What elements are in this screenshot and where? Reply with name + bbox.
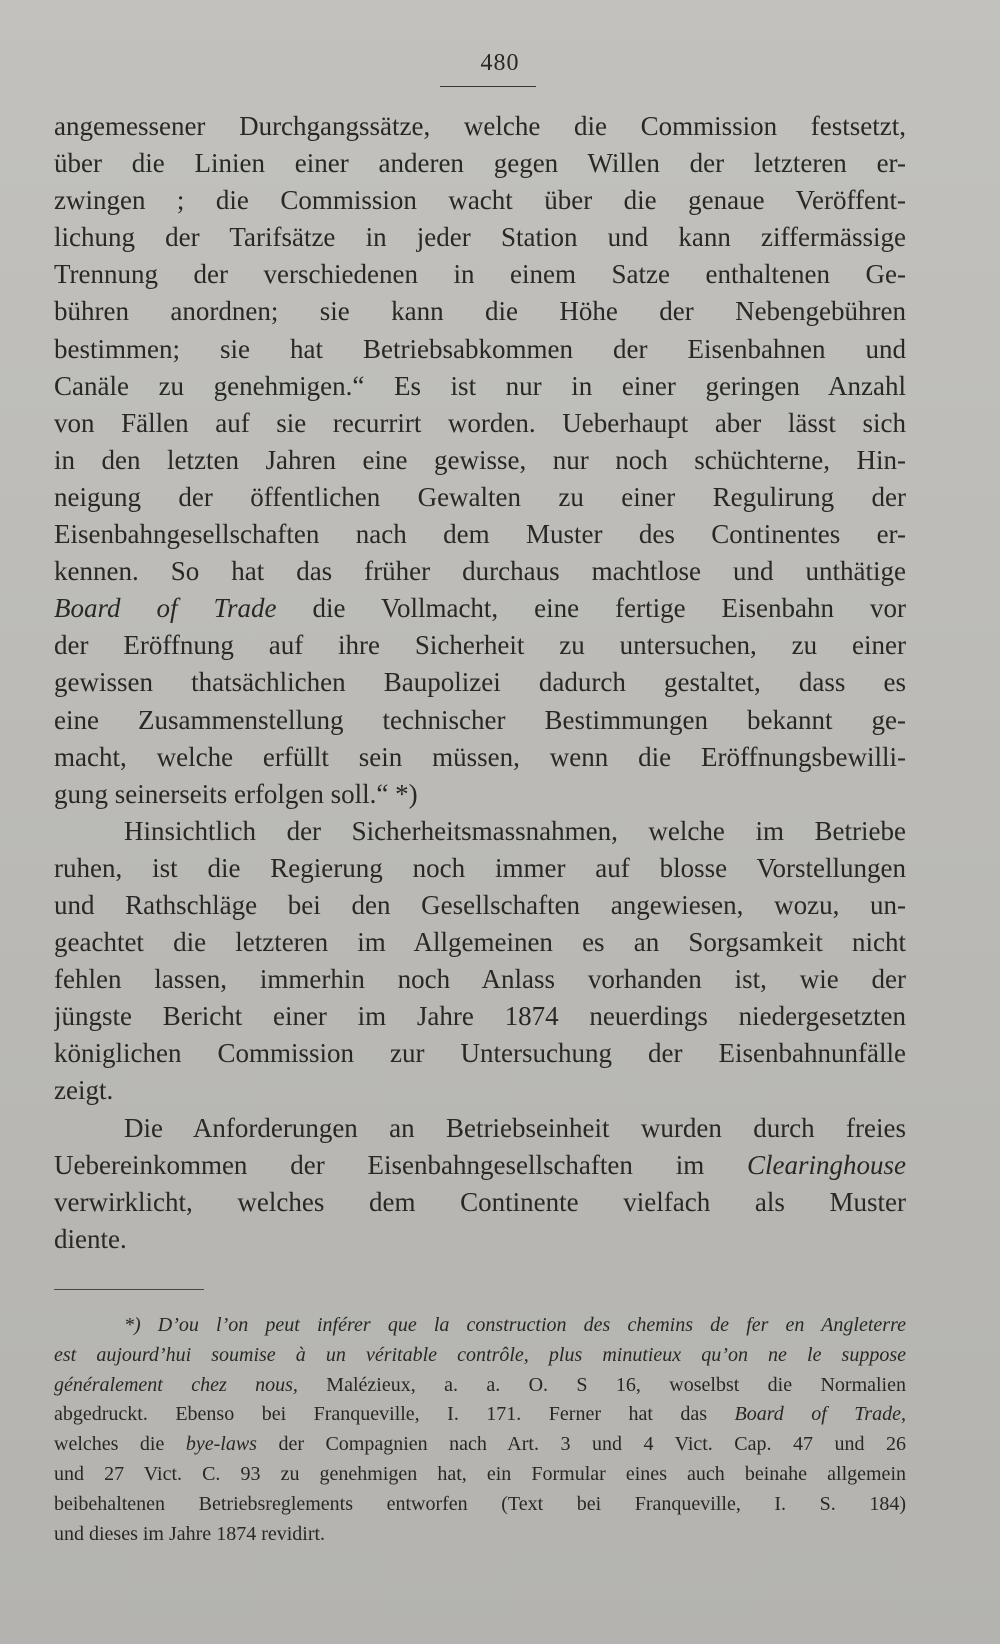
italic-term: bye-laws <box>185 1433 257 1456</box>
text-span: Uebereinkommen der Eisenbahngesellschaften im <box>54 1149 705 1180</box>
text-line: zeigt. <box>54 1075 114 1106</box>
text-line: Canäle zu genehmigen.“ Es ist nur in einer geringen Anzahl <box>54 370 906 401</box>
text-line: jüngste Bericht einer im Jahre 1874 neuerdings niedergesetzten <box>54 1001 906 1032</box>
footnote-line: und dieses im Jahre 1874 revidirt. <box>54 1522 326 1545</box>
text-line: gewissen thatsächlichen Baupolizei dadurch gestaltet, dass es <box>54 667 906 698</box>
text-line: fehlen lassen, immerhin noch Anlass vorhanden ist, wie der <box>54 964 906 995</box>
text-line: Trennung der verschiedenen in einem Satze enthaltenen Ge- <box>54 259 906 290</box>
text-line: über die Linien einer anderen gegen Willen der letzteren er- <box>54 148 906 179</box>
text-line: angemessener Durchgangssätze, welche die Commission festsetzt, <box>54 111 906 141</box>
footnote-rule <box>54 1289 204 1290</box>
main-text <box>54 108 906 1258</box>
text-line: Die Anforderungen an Betriebseinheit wurden durch freies <box>124 1112 906 1143</box>
footnote-line <box>54 1400 906 1430</box>
footnote-line <box>54 1430 906 1460</box>
footnote-line: *) D’ou l’on peut inférer que la construction des chemins de fer en Angleterre <box>124 1314 906 1336</box>
text-line: macht, welche erfüllt sein müssen, wenn die Eröffnungsbewilli- <box>54 741 906 772</box>
text-span: die Vollmacht, eine fertige Eisenbahn vor <box>276 593 906 624</box>
text-line: eine Zusammenstellung technischer Bestimmungen bekannt ge- <box>54 704 906 735</box>
text-line: diente. <box>54 1223 127 1254</box>
text-line: Eisenbahngesellschaften nach dem Muster des Continentes er- <box>54 519 906 550</box>
page-number: 480 <box>480 50 520 76</box>
text-span: welches die <box>54 1433 165 1456</box>
text-line: kennen. So hat das früher durchaus machtlose und unthätige <box>54 556 906 587</box>
text-line: und Rathschläge bei den Gesellschaften angewiesen, wozu, un- <box>54 889 906 920</box>
text-line-clearinghouse <box>54 1147 906 1184</box>
text-line: Hinsichtlich der Sicherheitsmassnahmen, welche im Betriebe <box>124 815 906 846</box>
footnote-line: und 27 Vict. C. 93 zu genehmigen hat, ein Formular eines auch beinahe allgemein <box>54 1462 906 1485</box>
text-line: geachtet die letzteren im Allgemeinen es an Sorgsamkeit nicht <box>54 927 906 958</box>
text-line: lichung der Tarifsätze in jeder Station und kann ziffermässige <box>54 222 906 253</box>
text-line: in den letzten Jahren eine gewisse, nur noch schüchterne, Hin- <box>54 444 906 475</box>
header-rule <box>440 86 536 87</box>
text-line: bestimmen; sie hat Betriebsabkommen der Eisenbahnen und <box>54 333 906 364</box>
italic-term: Board of Trade <box>54 593 277 624</box>
footnote-line: est aujourd’hui soumise à un véritable contrôle, plus minutieux qu’on ne le suppose <box>54 1343 906 1366</box>
text-span: der Compagnien nach Art. 3 und 4 Vict. Cap. 47 und 26 <box>278 1433 906 1456</box>
footnote-line <box>54 1371 906 1401</box>
italic-term: Clearinghouse <box>747 1149 906 1180</box>
text-line: von Fällen auf sie recurrirt worden. Ueberhaupt aber lässt sich <box>54 407 906 438</box>
text-line: neigung der öffentlichen Gewalten zu einer Regulirung der <box>54 481 906 512</box>
text-line-board-of-trade <box>54 590 906 627</box>
text-line: zwingen ; die Commission wacht über die genaue Veröffent- <box>54 185 906 216</box>
text-line: bühren anordnen; sie kann die Höhe der Nebengebühren <box>54 296 906 327</box>
text-line: gung seinerseits erfolgen soll.“ *) <box>54 778 418 809</box>
text-span: Malézieux, a. a. O. S 16, woselbst die Normalien <box>297 1373 906 1396</box>
italic-term: généralement chez nous, <box>54 1373 298 1396</box>
text-span: abgedruckt. Ebenso bei Franqueville, I. 171. Ferner hat das <box>54 1403 708 1426</box>
text-line: königlichen Commission zur Untersuchung der Eisenbahnunfälle <box>54 1038 906 1069</box>
footnote-line: beibehaltenen Betriebsreglements entworfen (Text bei Franqueville, I. S. 184) <box>54 1492 906 1515</box>
text-line: ruhen, ist die Regierung noch immer auf blosse Vorstellungen <box>54 852 906 883</box>
text-line: der Eröffnung auf ihre Sicherheit zu untersuchen, zu einer <box>54 630 906 661</box>
footnote <box>54 1311 906 1549</box>
italic-term: Board of Trade, <box>734 1403 906 1426</box>
text-line: verwirklicht, welches dem Continente vielfach als Muster <box>54 1186 906 1217</box>
